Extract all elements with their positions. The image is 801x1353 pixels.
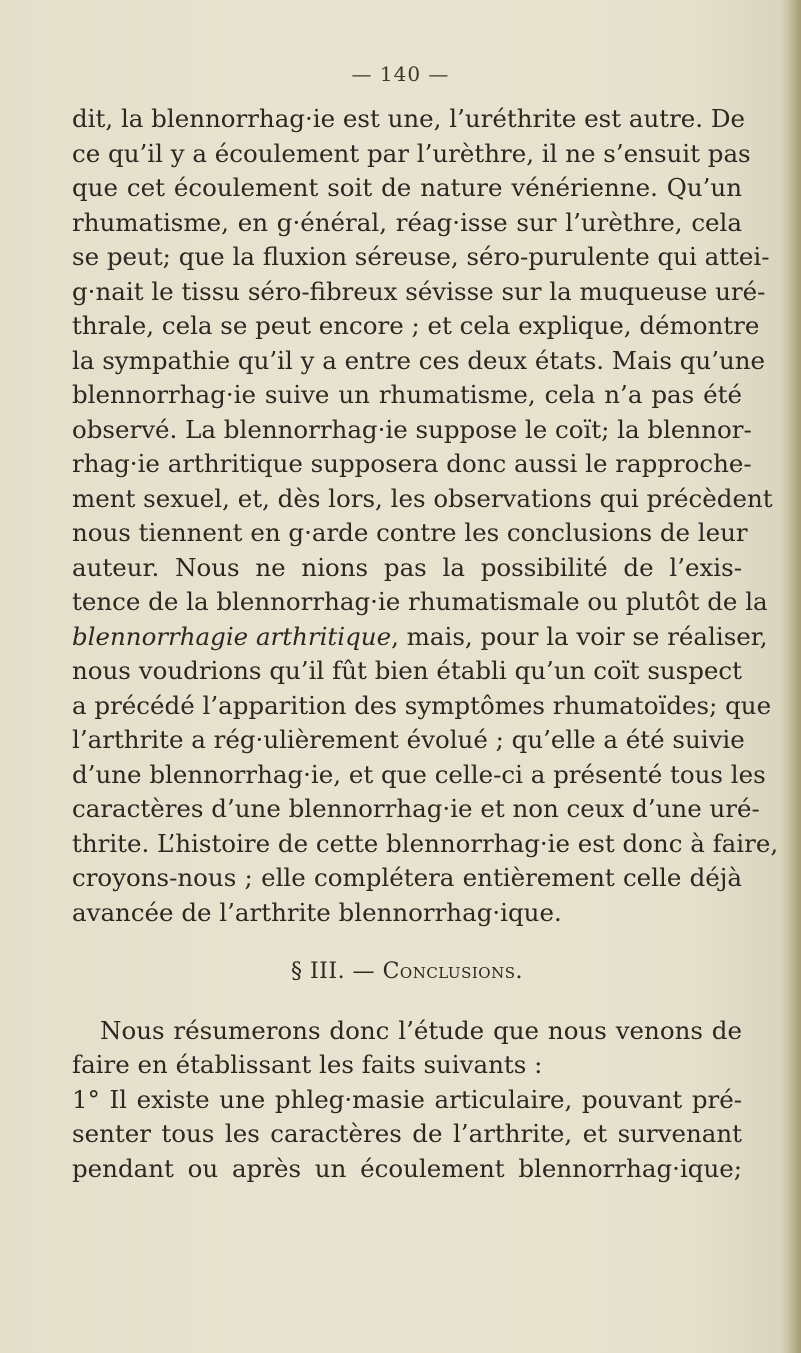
text-line: a précédé l’apparition des symptômes rhumatoïdes; que [72, 690, 772, 720]
text-run: , mais, pour la voir se réaliser, [391, 621, 768, 651]
text-line: que cet écoulement soit de nature vénérienne. Qu’un [72, 173, 742, 202]
text-line: thrite. L’histoire de cette blennorrhag·ie est donc à faire, [72, 828, 779, 858]
text-line: ce qu’il y a écoulement par l’urèthre, il ne s’ensuit pas [72, 138, 751, 168]
page-binding-edge [779, 0, 801, 1353]
text-line: pendant ou après un écoulement blennorrhag·ique; [72, 1153, 742, 1183]
numbered-conclusion [72, 1083, 742, 1187]
text-line: ment sexuel, et, dès lors, les observations qui précèdent [72, 483, 773, 513]
text-line: croyons-nous ; elle complétera entièrement celle déjà [72, 863, 742, 892]
text-line: tence de la blennorrhag·ie rhumatismale ou plutôt de la [72, 587, 768, 616]
text-line: avancée de l’arthrite blennorrhag·ique. [72, 897, 562, 927]
text-line: senter tous les caractères de l’arthrite, et survenant [72, 1119, 742, 1148]
text-line: rhag·ie arthritique supposera donc aussi le rapproche- [72, 449, 752, 478]
body-text [72, 102, 779, 1186]
text-line: 1° Il existe une phleg·masie articulaire, pouvant pré- [72, 1084, 742, 1114]
text-line: observé. La blennorrhag·ie suppose le coït; la blennor- [72, 414, 752, 444]
text-line: auteur. Nous ne nions pas la possibilité de l’exis- [72, 552, 742, 582]
text-line: g·nait le tissu séro-fibreux sévisse sur la muqueuse uré- [72, 276, 766, 306]
text-line: d’une blennorrhag·ie, et que celle-ci a présenté tous les [72, 759, 766, 789]
text-line: faire en établissant les faits suivants : [72, 1050, 543, 1079]
text-line: rhumatisme, en g·énéral, réag·isse sur l’urèthre, cela [72, 207, 742, 237]
text-line: dit, la blennorrhag·ie est une, l’uréthrite est autre. De [72, 104, 746, 133]
text-line: la sympathie qu’il y a entre ces deux états. Mais qu’une [72, 345, 766, 375]
text-line: blennorrhag·ie suive un rhumatisme, cela n’a pas été [72, 380, 742, 409]
text-line: se peut; que la fluxion séreuse, séro-purulente qui attei- [72, 242, 770, 271]
italic-term: blennorrhagie arthritique [72, 621, 392, 651]
text-line: nous voudrions qu’il fût bien établi qu’un coït suspect [72, 656, 742, 685]
text-line: Nous résumerons donc l’étude que nous venons de [100, 1015, 742, 1045]
paragraph [72, 102, 779, 930]
text-line: thrale, cela se peut encore ; et cela explique, démontre [72, 311, 760, 340]
text-line: nous tiennent en g·arde contre les conclusions de leur [72, 518, 748, 547]
text-line [72, 620, 768, 655]
text-line: caractères d’une blennorrhag·ie et non ceux d’une uré- [72, 794, 760, 823]
section-heading [72, 955, 742, 990]
paragraph [72, 1014, 742, 1083]
text-line: l’arthrite a rég·ulièrement évolué ; qu’elle a été suivie [72, 725, 745, 754]
page-number: — 140 — [351, 62, 450, 86]
section-number: § III. — [291, 959, 376, 984]
section-title: Conclusions. [382, 959, 523, 984]
